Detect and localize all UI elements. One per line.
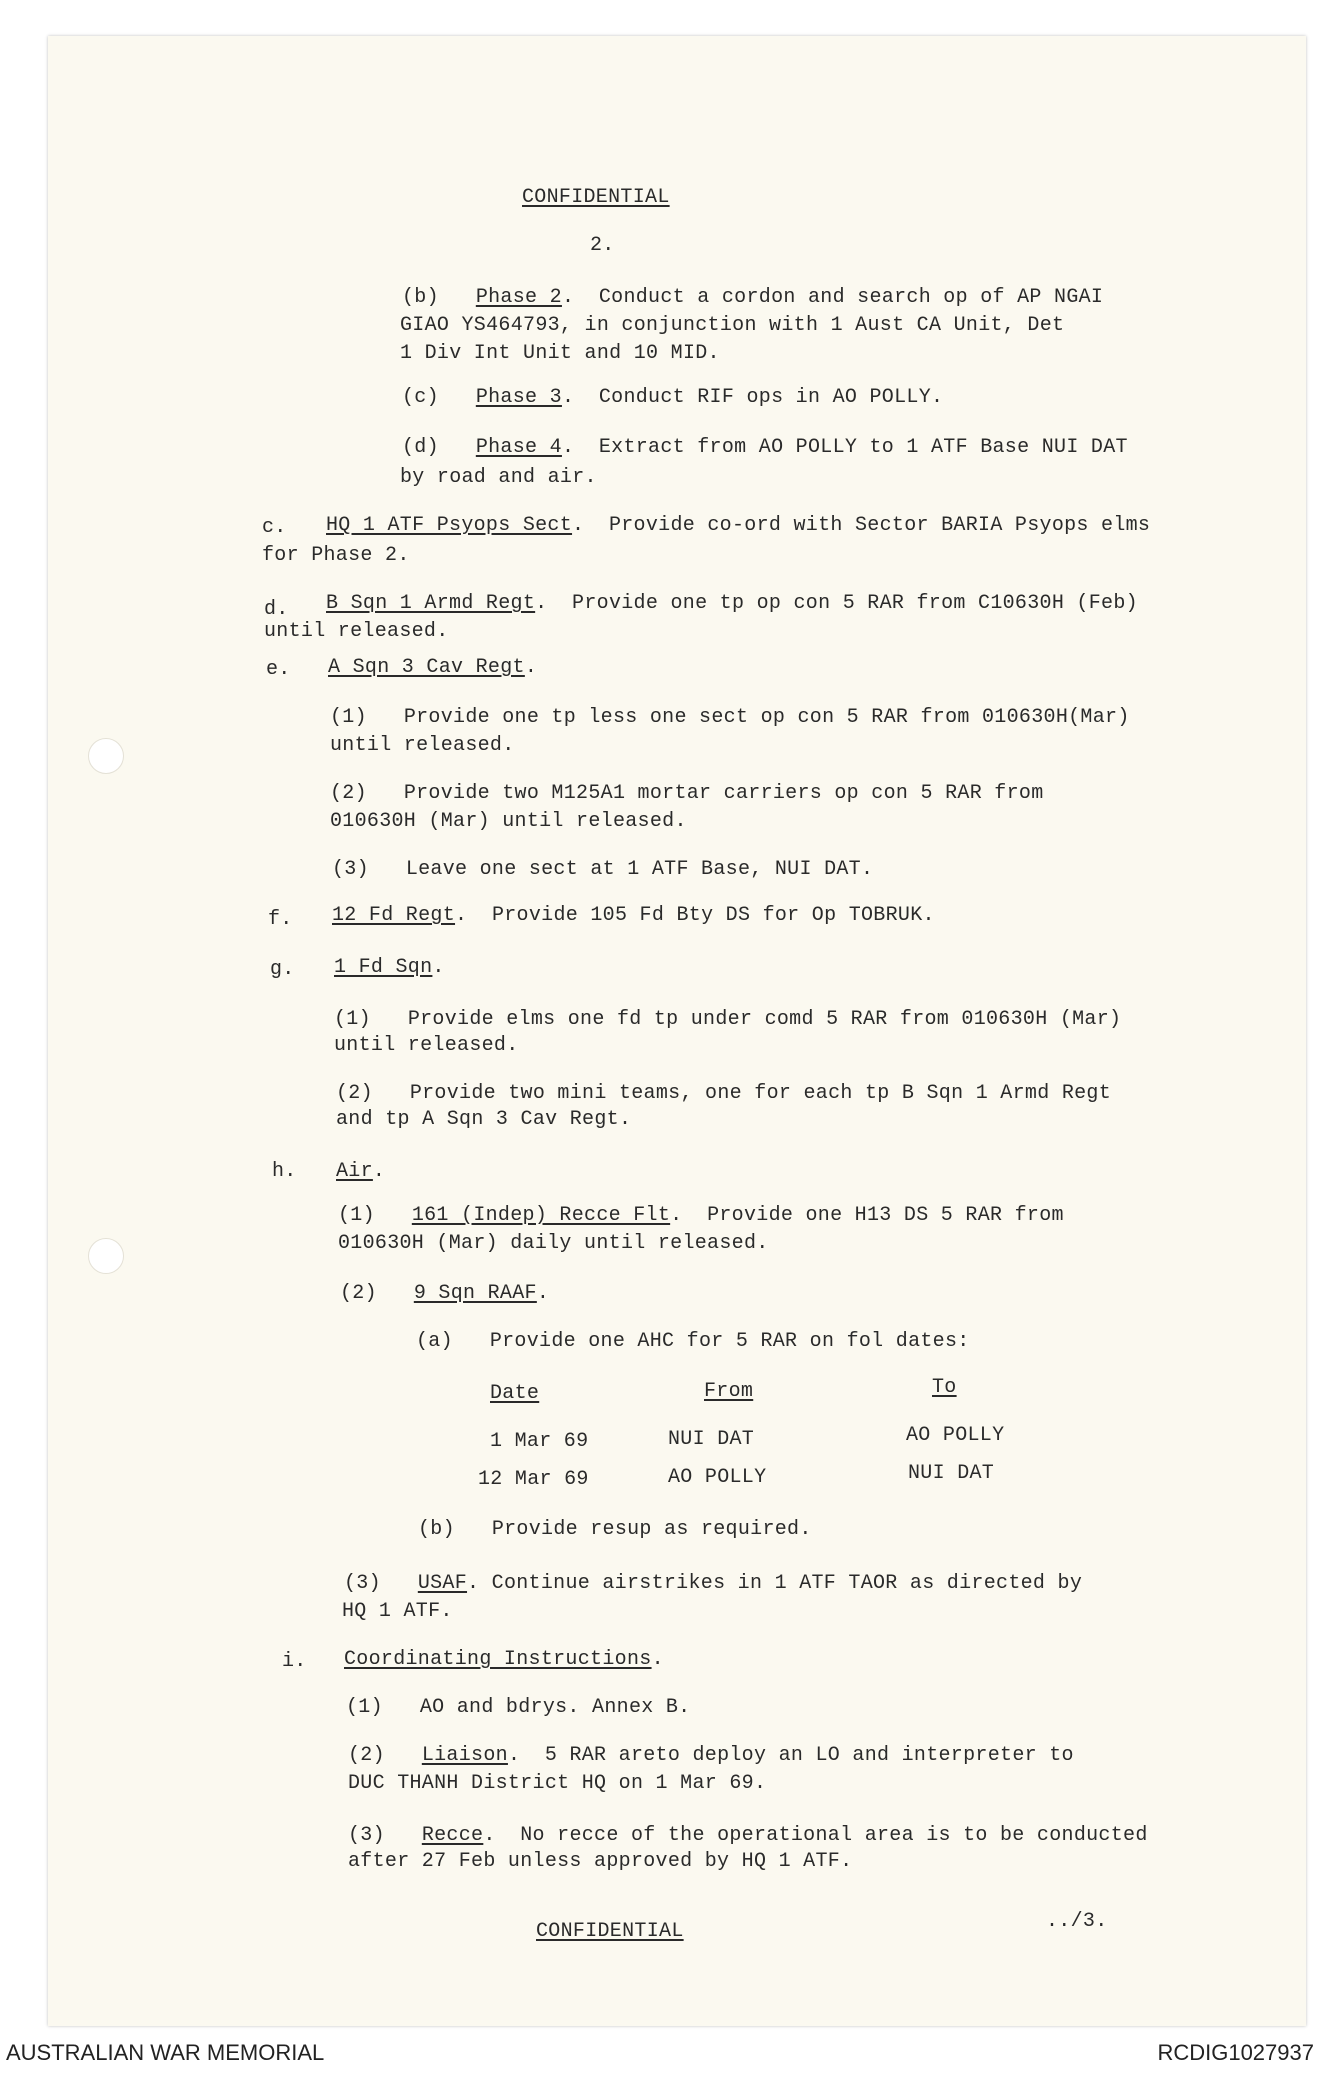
para-label: f. — [268, 908, 293, 931]
phase-item: (b) Phase 2. Conduct a cordon and search op of AP NGAI — [402, 286, 1104, 309]
para-line: Air. — [336, 1160, 386, 1183]
para-label: h. — [272, 1160, 297, 1183]
punch-hole — [88, 1238, 124, 1274]
para-label: c. — [262, 516, 287, 539]
phase-title: Phase 3 — [475, 386, 562, 409]
para-line: 1 Fd Sqn. — [334, 956, 445, 979]
table-cell: 12 Mar 69 — [478, 1468, 589, 1491]
para-label: e. — [266, 658, 291, 681]
table-cell: 1 Mar 69 — [490, 1430, 589, 1453]
sub-item: (1) 161 (Indep) Recce Flt. Provide one H13 DS 5 RAR from — [338, 1204, 1064, 1227]
para-title: HQ 1 ATF Psyops Sect — [326, 514, 573, 537]
para-text: for Phase 2. — [262, 544, 410, 567]
sub-item-text: 010630H (Mar) daily until released. — [338, 1232, 769, 1255]
sub-item: (3) Leave one sect at 1 ATF Base, NUI DAT. — [332, 858, 874, 881]
table-header-date: Date — [490, 1382, 540, 1405]
phase-title: Phase 2 — [475, 286, 562, 309]
phase-text: GIAO YS464793, in conjunction with 1 Aust CA Unit, Det — [400, 314, 1065, 337]
para-line: A Sqn 3 Cav Regt. — [328, 656, 538, 679]
sub-item-text: until released. — [330, 734, 515, 757]
classification-header: CONFIDENTIAL — [522, 186, 670, 209]
sub-item: (1) AO and bdrys. Annex B. — [346, 1696, 691, 1719]
para-title: Air — [336, 1160, 373, 1183]
table-cell: NUI DAT — [668, 1428, 755, 1451]
para-title: Coordinating Instructions — [344, 1648, 652, 1671]
sub-item-text: until released. — [334, 1034, 519, 1057]
para-title: A Sqn 3 Cav Regt — [328, 656, 525, 679]
sub-item-title: 161 (Indep) Recce Flt — [411, 1204, 671, 1227]
sub-item-text: DUC THANH District HQ on 1 Mar 69. — [348, 1772, 767, 1795]
table-cell: NUI DAT — [908, 1462, 995, 1485]
table-header-to: To — [932, 1376, 957, 1399]
table-cell: AO POLLY — [906, 1424, 1005, 1447]
sub-item-title: 9 Sqn RAAF — [413, 1282, 537, 1305]
sub-item-title: Recce — [421, 1824, 484, 1847]
sub-item: (1) Provide one tp less one sect op con 5 RAR from 010630H(Mar) — [330, 706, 1130, 729]
para-label: d. — [264, 598, 289, 621]
classification-footer: CONFIDENTIAL — [536, 1920, 684, 1943]
para-line: 12 Fd Regt. Provide 105 Fd Bty DS for Op TOBRUK. — [332, 904, 935, 927]
phase-title: Phase 4 — [475, 436, 562, 459]
para-title: B Sqn 1 Armd Regt — [326, 592, 536, 615]
archive-name: AUSTRALIAN WAR MEMORIAL — [6, 2040, 325, 2065]
table-header-from: From — [704, 1380, 754, 1403]
sub-item: (3) USAF. Continue airstrikes in 1 ATF TAOR as directed by — [344, 1572, 1083, 1595]
sub-item: (2) Provide two M125A1 mortar carriers op con 5 RAR from — [330, 782, 1044, 805]
continuation-marker: ../3. — [1046, 1910, 1108, 1933]
sub-item-title: Liaison — [421, 1744, 508, 1767]
phase-item: (d) Phase 4. Extract from AO POLLY to 1 ATF Base NUI DAT — [402, 436, 1128, 459]
para-line: HQ 1 ATF Psyops Sect. Provide co-ord with Sector BARIA Psyops elms — [326, 514, 1151, 537]
sub-sub-item: (b) Provide resup as required. — [418, 1518, 812, 1541]
sub-item-text: 010630H (Mar) until released. — [330, 810, 687, 833]
para-title: 12 Fd Regt — [332, 904, 456, 927]
phase-text: by road and air. — [400, 466, 597, 489]
table-cell: AO POLLY — [668, 1466, 767, 1489]
sub-item: (3) Recce. No recce of the operational area is to be conducted — [348, 1824, 1148, 1847]
phase-item: (c) Phase 3. Conduct RIF ops in AO POLLY. — [402, 386, 944, 409]
para-line: Coordinating Instructions. — [344, 1648, 664, 1671]
sub-item-title: USAF — [417, 1572, 468, 1595]
sub-item-text: after 27 Feb unless approved by HQ 1 ATF. — [348, 1850, 853, 1873]
sub-item: (2) 9 Sqn RAAF. — [340, 1282, 550, 1305]
sub-item-text: HQ 1 ATF. — [342, 1600, 453, 1623]
sub-item: (2) Liaison. 5 RAR areto deploy an LO and interpreter to — [348, 1744, 1074, 1767]
para-label: i. — [282, 1650, 307, 1673]
sub-item: (2) Provide two mini teams, one for each tp B Sqn 1 Armd Regt — [336, 1082, 1112, 1105]
sub-sub-item: (a) Provide one AHC for 5 RAR on fol dates: — [416, 1330, 970, 1353]
sub-item: (1) Provide elms one fd tp under comd 5 RAR from 010630H (Mar) — [334, 1008, 1122, 1031]
archive-reference: RCDIG1027937 — [1157, 2040, 1314, 2065]
phase-text: 1 Div Int Unit and 10 MID. — [400, 342, 720, 365]
para-line: B Sqn 1 Armd Regt. Provide one tp op con 5 RAR from C10630H (Feb) — [326, 592, 1138, 615]
punch-hole — [88, 738, 124, 774]
para-label: g. — [270, 958, 295, 981]
page-number: 2. — [590, 234, 615, 257]
para-text: until released. — [264, 620, 449, 643]
para-title: 1 Fd Sqn — [334, 956, 433, 979]
sub-item-text: and tp A Sqn 3 Cav Regt. — [336, 1108, 632, 1131]
